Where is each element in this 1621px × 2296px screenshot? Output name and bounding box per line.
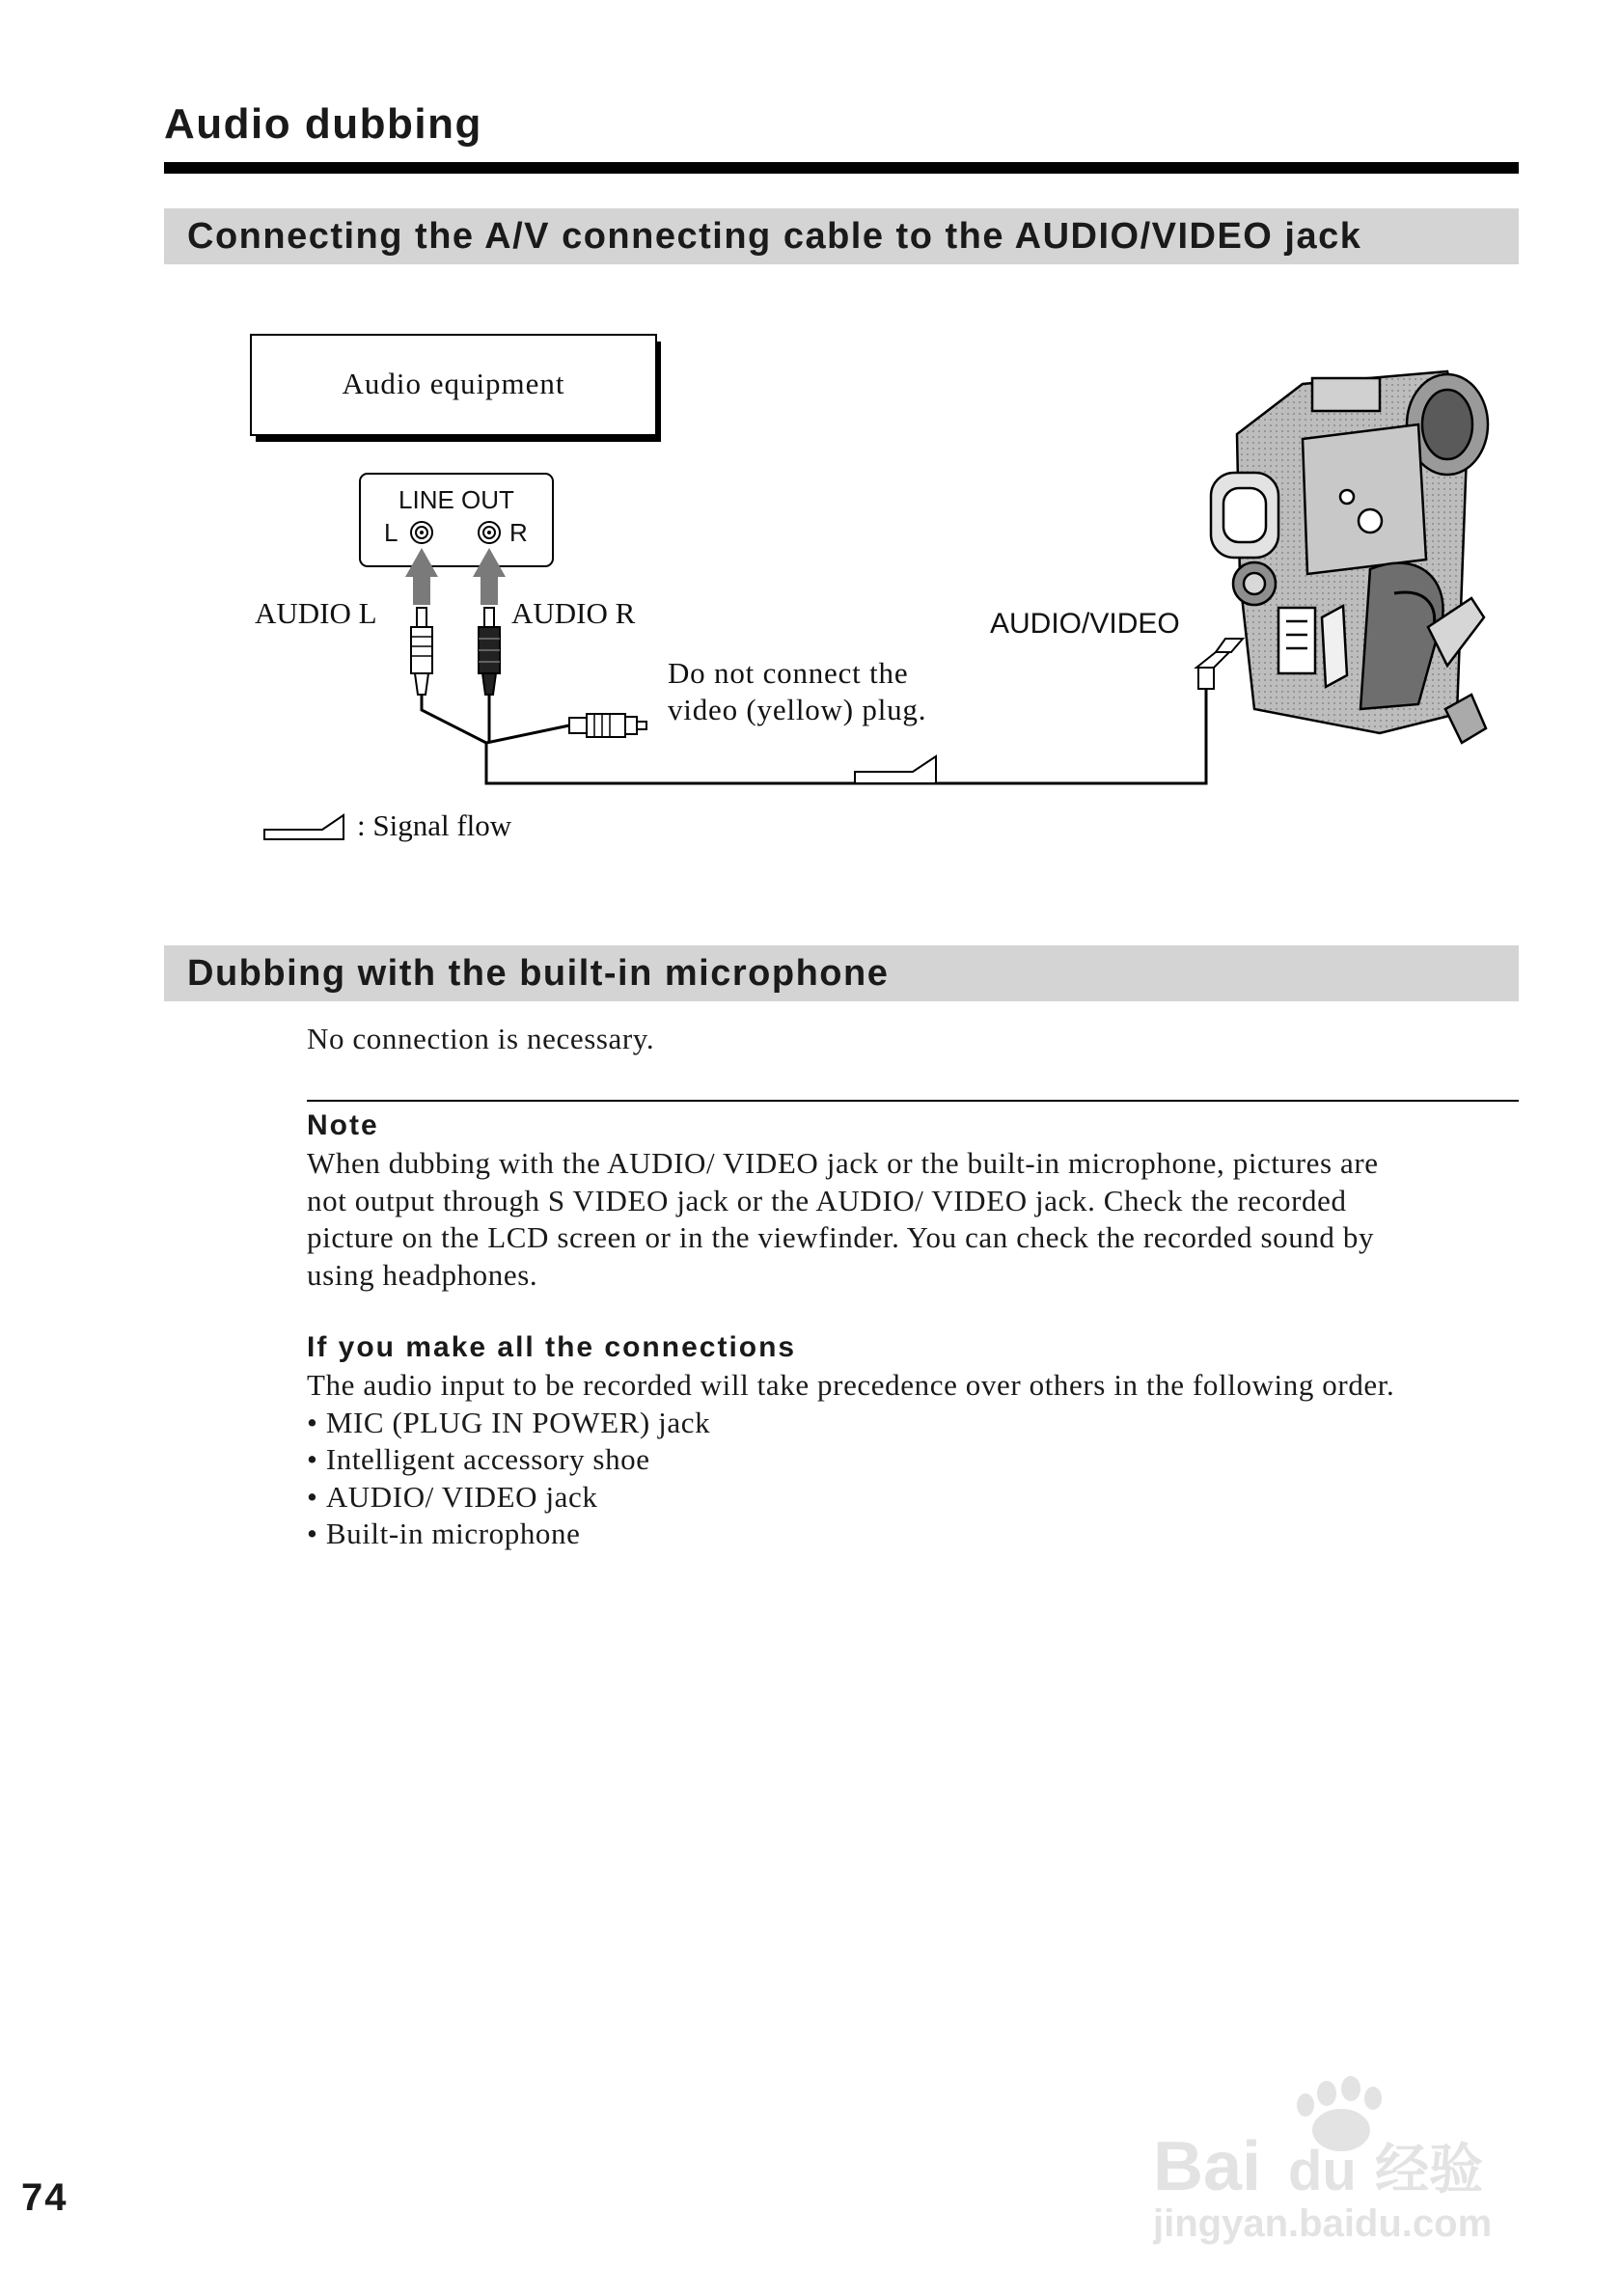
section-heading-connecting: Connecting the A/V connecting cable to the AUDIO/VIDEO jack [164,208,1519,264]
equipment-label: Audio equipment [342,367,565,400]
note-rule [307,1100,1519,1102]
rca-plug-r-icon [479,608,500,695]
connection-diagram [0,0,1621,888]
signal-flow-arrow-icon [855,756,936,783]
page-number: 74 [21,2176,69,2219]
audio-video-label: AUDIO/VIDEO [990,608,1180,640]
list-item: • Intelligent accessory shoe [307,1441,1532,1479]
video-plug-icon [569,714,646,737]
list-item: • MIC (PLUG IN POWER) jack [307,1405,1532,1442]
watermark-url: jingyan.baidu.com [1153,2202,1493,2245]
watermark-brand-cn: 经验 [1375,2139,1483,2201]
video-note-line2: video (yellow) plug. [668,693,927,726]
note-line: not output through S VIDEO jack or the AUDIO/ VIDEO jack. Check the recorded [307,1183,1347,1217]
connections-intro: The audio input to be recorded will take precedence over others in the following order. [307,1368,1395,1402]
line-out-label: LINE OUT [398,485,514,514]
note-line: When dubbing with the AUDIO/ VIDEO jack or the built-in microphone, pictures are [307,1146,1379,1180]
jack-l-label: L [384,518,398,547]
jack-r-icon [479,522,500,543]
priority-list [307,1405,1532,1553]
section-heading-builtin-mic: Dubbing with the built-in microphone [164,945,1519,1001]
jack-r-label: R [509,518,528,547]
note-heading: Note [307,1109,379,1141]
page-title: Audio dubbing [164,100,482,148]
no-connection-text: No connection is necessary. [307,1022,655,1055]
audio-r-label: AUDIO R [511,596,636,630]
camcorder-icon [1211,371,1488,743]
audio-equipment-box [251,335,661,442]
baidu-watermark [1153,2074,1539,2248]
jack-l-icon [411,522,432,543]
watermark-brand: Bai [1153,2128,1262,2205]
connections-body [307,1367,1532,1553]
note-line: picture on the LCD screen or in the viewfinder. You can check the recorded sound by [307,1220,1375,1254]
list-item: • AUDIO/ VIDEO jack [307,1479,1532,1517]
watermark-brand-du: du [1288,2140,1357,2202]
rca-plug-l-icon [411,608,432,695]
video-note-line1: Do not connect the [668,656,909,690]
mini-plug-icon [1196,639,1243,689]
connections-heading: If you make all the connections [307,1331,797,1363]
legend-label: : Signal flow [357,808,512,842]
signal-flow-legend [264,808,512,842]
legend-arrow-icon [264,815,343,839]
note-body [307,1145,1532,1294]
audio-l-label: AUDIO L [255,596,377,630]
line-out-panel [360,474,553,566]
list-item: • Built-in microphone [307,1516,1532,1553]
note-line: using headphones. [307,1257,538,1292]
